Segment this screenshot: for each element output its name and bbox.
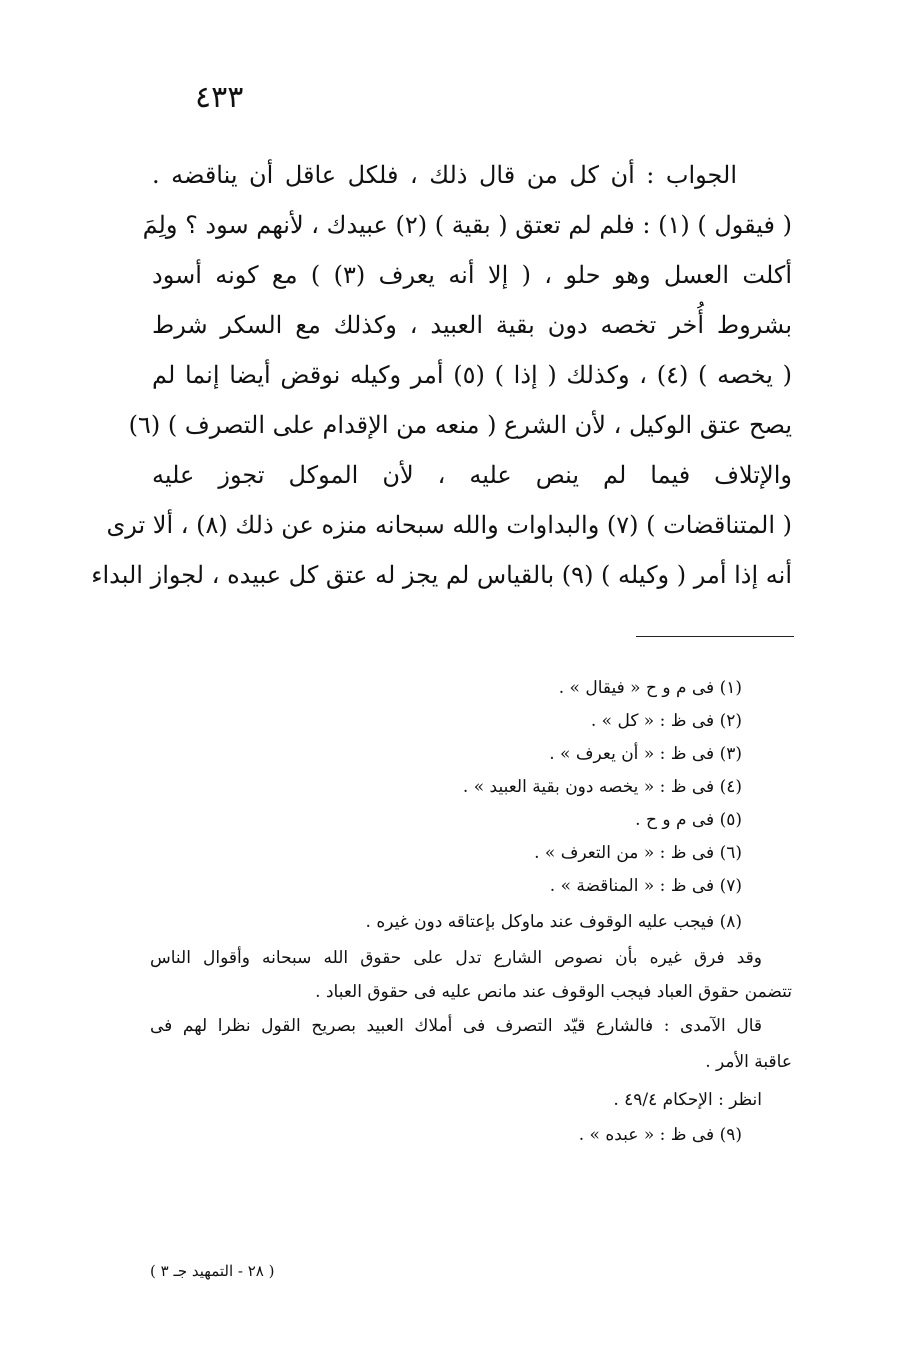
footnotes [150,672,792,1152]
main-line: ( يخصه ) (٤) ، وكذلك ( إذا ) (٥) أمر وكيله نوقض أيضا إنما لم [152,361,793,389]
main-line: الجواب : أن كل من قال ذلك ، فلكل عاقل أن يناقضه . [152,161,737,189]
main-line: يصح عتق الوكيل ، لأن الشرع ( منعه من الإقدام على التصرف ) (٦) [128,411,792,439]
footnote-continuation: تتضمن حقوق العباد فيجب الوقوف عند مانص عليه فى حقوق العباد . [315,982,792,1002]
main-line: بشروط أُخر تخصه دون بقية العبيد ، وكذلك مع السكر شرط [152,311,792,339]
footnote-continuation: انظر : الإحكام ٤٩/٤ . [613,1090,762,1110]
signature-label: ( ٢٨ - التمهيد جـ ٣ ) [150,1262,275,1280]
footnote: (٣) فى ظ : « أن يعرف » . [549,744,742,764]
page-number: ٤٣٣ [195,80,244,115]
main-text [91,150,793,600]
footnote-continuation: قال الآمدى : فالشارع قيّد التصرف فى أملاك العبيد بصريح القول نظرا لهم فى [150,1016,762,1036]
footnote: (٦) فى ظ : « من التعرف » . [534,843,742,863]
footnote-divider [636,636,794,637]
main-line: ( فيقول ) (١) : فلم لم تعتق ( بقية ) (٢) عبيدك ، لأنهم سود ؟ ولِمَ [142,211,792,239]
footnote: (٨) فيجب عليه الوقوف عند ماوكل بإعتاقه دون غيره . [365,912,742,932]
footnote-continuation: وقد فرق غيره بأن نصوص الشارع تدل على حقوق الله سبحانه وأقوال الناس [150,948,762,968]
main-line: أنه إذا أمر ( وكيله ) (٩) بالقياس لم يجز له عتق كل عبيده ، لجواز البداء [91,561,792,589]
main-line: والإتلاف فيما لم ينص عليه ، لأن الموكل تجوز عليه [152,461,792,489]
footnote-continuation: عاقبة الأمر . [705,1052,792,1072]
footnote: (٥) فى م و ح . [635,810,742,830]
footnote: (٢) فى ظ : « كل » . [590,711,742,731]
footnote: (٩) فى ظ : « عبده » . [578,1125,742,1145]
main-line: ( المتناقضات ) (٧) والبداوات والله سبحانه منزه عن ذلك (٨) ، ألا ترى [106,511,792,539]
footnote: (٧) فى ظ : « المناقضة » . [549,876,742,896]
footnote: (١) فى م و ح « فيقال » . [558,678,742,698]
main-line: أكلت العسل وهو حلو ، ( إلا أنه يعرف (٣) ) مع كونه أسود [152,261,792,289]
footnote: (٤) فى ظ : « يخصه دون بقية العبيد » . [462,777,742,797]
